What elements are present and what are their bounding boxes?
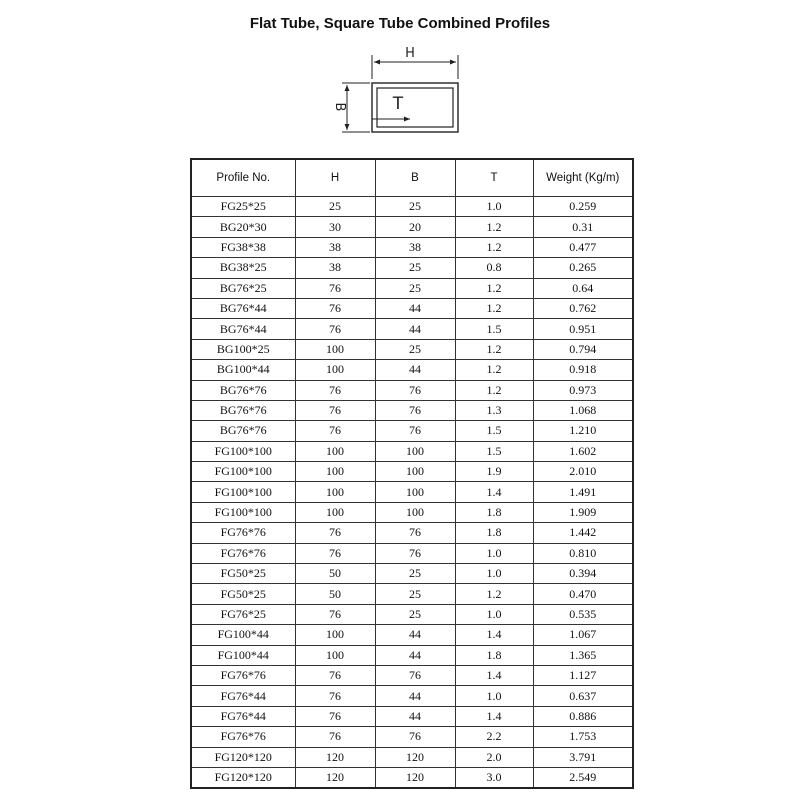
cell-weight: 0.762 <box>533 298 633 318</box>
cell-b: 76 <box>375 523 455 543</box>
table-row <box>191 278 633 298</box>
table-row <box>191 360 633 380</box>
dimension-label-h: H <box>405 46 415 61</box>
header-b: B <box>375 159 455 197</box>
table-row <box>191 564 633 584</box>
cell-t: 1.4 <box>455 706 533 726</box>
dimension-label-t: T <box>392 94 404 114</box>
cell-h: 100 <box>295 360 375 380</box>
cell-b: 20 <box>375 217 455 237</box>
cell-t: 1.4 <box>455 482 533 502</box>
header-t: T <box>455 159 533 197</box>
cell-b: 44 <box>375 319 455 339</box>
cell-t: 1.0 <box>455 686 533 706</box>
header-weight: Weight (Kg/m) <box>533 159 633 197</box>
table-row <box>191 767 633 788</box>
cell-weight: 1.365 <box>533 645 633 665</box>
cell-h: 76 <box>295 727 375 747</box>
cell-h: 100 <box>295 625 375 645</box>
cell-profile-no: FG100*100 <box>191 502 295 522</box>
cell-b: 44 <box>375 706 455 726</box>
cell-h: 100 <box>295 339 375 359</box>
table-body <box>191 197 633 789</box>
cell-t: 1.8 <box>455 502 533 522</box>
page-title: Flat Tube, Square Tube Combined Profiles <box>249 15 551 32</box>
table-row <box>191 339 633 359</box>
cell-weight: 0.810 <box>533 543 633 563</box>
cell-t: 2.0 <box>455 747 533 767</box>
table-row <box>191 727 633 747</box>
table-row <box>191 645 633 665</box>
cell-b: 25 <box>375 584 455 604</box>
cell-h: 76 <box>295 421 375 441</box>
cell-profile-no: FG76*76 <box>191 543 295 563</box>
cell-t: 1.0 <box>455 197 533 217</box>
cell-weight: 0.918 <box>533 360 633 380</box>
table-row <box>191 482 633 502</box>
cell-profile-no: FG76*44 <box>191 686 295 706</box>
table-row <box>191 604 633 624</box>
tube-cross-section-diagram <box>330 45 470 145</box>
cell-b: 100 <box>375 441 455 461</box>
cell-h: 120 <box>295 747 375 767</box>
cell-profile-no: FG100*44 <box>191 645 295 665</box>
cell-h: 120 <box>295 767 375 788</box>
cell-profile-no: FG76*44 <box>191 706 295 726</box>
cell-b: 76 <box>375 400 455 420</box>
cell-b: 100 <box>375 482 455 502</box>
cell-b: 44 <box>375 645 455 665</box>
cell-t: 1.2 <box>455 217 533 237</box>
cell-t: 1.2 <box>455 278 533 298</box>
cell-t: 1.0 <box>455 604 533 624</box>
cell-h: 100 <box>295 482 375 502</box>
cell-profile-no: FG100*100 <box>191 462 295 482</box>
dimension-label-b: B <box>332 102 347 112</box>
cell-h: 100 <box>295 462 375 482</box>
cell-weight: 0.794 <box>533 339 633 359</box>
cell-profile-no: BG100*25 <box>191 339 295 359</box>
header-profile-no: Profile No. <box>191 159 295 197</box>
cell-b: 25 <box>375 564 455 584</box>
cell-t: 1.2 <box>455 360 533 380</box>
cell-profile-no: BG76*44 <box>191 298 295 318</box>
cell-t: 1.2 <box>455 237 533 257</box>
cell-h: 76 <box>295 686 375 706</box>
cell-b: 44 <box>375 298 455 318</box>
cell-b: 44 <box>375 625 455 645</box>
cell-weight: 0.31 <box>533 217 633 237</box>
cell-profile-no: FG100*44 <box>191 625 295 645</box>
cell-h: 100 <box>295 645 375 665</box>
cell-weight: 0.637 <box>533 686 633 706</box>
cell-weight: 1.442 <box>533 523 633 543</box>
cell-t: 1.0 <box>455 543 533 563</box>
table-row <box>191 421 633 441</box>
cell-weight: 1.491 <box>533 482 633 502</box>
header-h: H <box>295 159 375 197</box>
cell-profile-no: FG120*120 <box>191 767 295 788</box>
cell-h: 76 <box>295 380 375 400</box>
cell-h: 76 <box>295 604 375 624</box>
cell-t: 0.8 <box>455 258 533 278</box>
cell-t: 1.2 <box>455 298 533 318</box>
cell-b: 44 <box>375 686 455 706</box>
cell-weight: 3.791 <box>533 747 633 767</box>
cell-profile-no: FG100*100 <box>191 441 295 461</box>
cell-weight: 0.886 <box>533 706 633 726</box>
table-row <box>191 462 633 482</box>
cell-b: 25 <box>375 278 455 298</box>
cell-profile-no: FG76*76 <box>191 727 295 747</box>
cell-weight: 1.127 <box>533 665 633 685</box>
cell-b: 76 <box>375 421 455 441</box>
cell-t: 1.2 <box>455 339 533 359</box>
cell-weight: 0.535 <box>533 604 633 624</box>
cell-b: 38 <box>375 237 455 257</box>
cell-b: 25 <box>375 339 455 359</box>
profiles-table <box>190 158 634 789</box>
table-row <box>191 441 633 461</box>
cell-profile-no: BG76*25 <box>191 278 295 298</box>
cell-profile-no: BG100*44 <box>191 360 295 380</box>
cell-weight: 0.394 <box>533 564 633 584</box>
cell-profile-no: BG76*76 <box>191 380 295 400</box>
cell-t: 1.0 <box>455 564 533 584</box>
cell-weight: 0.973 <box>533 380 633 400</box>
cell-h: 50 <box>295 584 375 604</box>
cell-t: 1.2 <box>455 584 533 604</box>
table-row <box>191 502 633 522</box>
table-header-row <box>191 159 633 197</box>
cell-h: 25 <box>295 197 375 217</box>
cell-weight: 0.470 <box>533 584 633 604</box>
cell-t: 1.2 <box>455 380 533 400</box>
cell-weight: 0.265 <box>533 258 633 278</box>
cell-weight: 1.067 <box>533 625 633 645</box>
cell-h: 76 <box>295 706 375 726</box>
cell-weight: 0.64 <box>533 278 633 298</box>
table-row <box>191 258 633 278</box>
table-row <box>191 706 633 726</box>
cell-h: 76 <box>295 665 375 685</box>
table-row <box>191 665 633 685</box>
cell-b: 120 <box>375 767 455 788</box>
cell-weight: 1.210 <box>533 421 633 441</box>
cell-b: 44 <box>375 360 455 380</box>
cell-profile-no: FG50*25 <box>191 564 295 584</box>
cell-weight: 1.909 <box>533 502 633 522</box>
cell-b: 25 <box>375 197 455 217</box>
table-row <box>191 523 633 543</box>
cell-h: 76 <box>295 400 375 420</box>
cell-b: 76 <box>375 665 455 685</box>
table-row <box>191 197 633 217</box>
cell-h: 76 <box>295 523 375 543</box>
cell-b: 76 <box>375 727 455 747</box>
cell-b: 76 <box>375 380 455 400</box>
cell-profile-no: FG100*100 <box>191 482 295 502</box>
cell-h: 76 <box>295 543 375 563</box>
cell-t: 1.5 <box>455 421 533 441</box>
cell-b: 100 <box>375 502 455 522</box>
cell-t: 1.5 <box>455 319 533 339</box>
cell-b: 120 <box>375 747 455 767</box>
cell-t: 2.2 <box>455 727 533 747</box>
cell-h: 76 <box>295 278 375 298</box>
cell-b: 25 <box>375 604 455 624</box>
table-row <box>191 625 633 645</box>
table-row <box>191 298 633 318</box>
cell-weight: 1.753 <box>533 727 633 747</box>
cell-t: 1.8 <box>455 645 533 665</box>
cell-profile-no: BG76*44 <box>191 319 295 339</box>
cell-b: 76 <box>375 543 455 563</box>
cell-profile-no: BG20*30 <box>191 217 295 237</box>
cell-weight: 1.602 <box>533 441 633 461</box>
cell-profile-no: FG120*120 <box>191 747 295 767</box>
cell-weight: 2.549 <box>533 767 633 788</box>
table-row <box>191 584 633 604</box>
cell-profile-no: FG76*76 <box>191 523 295 543</box>
cell-profile-no: BG76*76 <box>191 400 295 420</box>
cell-profile-no: BG76*76 <box>191 421 295 441</box>
cell-h: 76 <box>295 298 375 318</box>
cell-profile-no: FG76*76 <box>191 665 295 685</box>
table-row <box>191 747 633 767</box>
cell-h: 50 <box>295 564 375 584</box>
table-row <box>191 400 633 420</box>
cell-profile-no: FG25*25 <box>191 197 295 217</box>
cell-profile-no: FG76*25 <box>191 604 295 624</box>
cell-t: 1.4 <box>455 665 533 685</box>
cell-t: 1.5 <box>455 441 533 461</box>
cell-h: 38 <box>295 237 375 257</box>
cell-h: 100 <box>295 441 375 461</box>
cell-profile-no: BG38*25 <box>191 258 295 278</box>
cell-weight: 0.259 <box>533 197 633 217</box>
cell-h: 76 <box>295 319 375 339</box>
cell-h: 30 <box>295 217 375 237</box>
cell-t: 3.0 <box>455 767 533 788</box>
cell-weight: 1.068 <box>533 400 633 420</box>
cell-t: 1.9 <box>455 462 533 482</box>
table-row <box>191 319 633 339</box>
cell-t: 1.4 <box>455 625 533 645</box>
table-row <box>191 217 633 237</box>
cell-h: 100 <box>295 502 375 522</box>
cell-b: 25 <box>375 258 455 278</box>
table-row <box>191 543 633 563</box>
cell-h: 38 <box>295 258 375 278</box>
table-row <box>191 686 633 706</box>
cell-weight: 2.010 <box>533 462 633 482</box>
cell-weight: 0.951 <box>533 319 633 339</box>
cell-profile-no: FG50*25 <box>191 584 295 604</box>
cell-profile-no: FG38*38 <box>191 237 295 257</box>
table-row <box>191 237 633 257</box>
cell-t: 1.8 <box>455 523 533 543</box>
table-row <box>191 380 633 400</box>
cell-t: 1.3 <box>455 400 533 420</box>
cell-weight: 0.477 <box>533 237 633 257</box>
cell-b: 100 <box>375 462 455 482</box>
